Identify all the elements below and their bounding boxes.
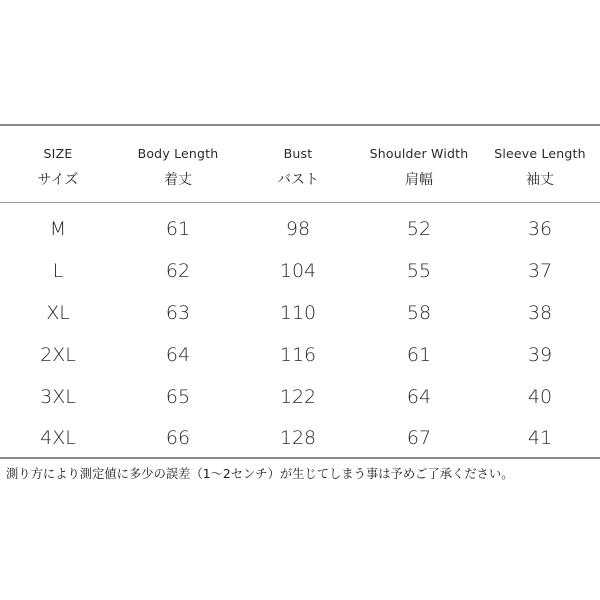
- body-length-cell: 63: [165, 302, 191, 324]
- shoulder-width-cell: 67: [406, 427, 432, 449]
- measurement-note: 測り方により測定値に多少の誤差（1〜2センチ）が生じてしまう事は予めご了承ください。: [6, 467, 514, 481]
- header-shoulder-width-en: Shoulder Width: [369, 146, 469, 161]
- body-length-cell: 64: [165, 344, 191, 366]
- size-cell: M: [49, 218, 67, 240]
- size-cell: XL: [46, 302, 70, 324]
- table-row: [0, 378, 600, 416]
- sleeve-length-cell: 41: [527, 427, 553, 449]
- bust-cell: 122: [279, 386, 317, 408]
- shoulder-width-cell: 64: [406, 386, 432, 408]
- table-row: [0, 252, 600, 290]
- bust-cell: 110: [279, 302, 317, 324]
- sleeve-length-cell: 37: [527, 260, 553, 282]
- top-rule: [0, 124, 600, 126]
- table-row: [0, 419, 600, 457]
- bust-cell: 98: [285, 218, 311, 240]
- table-row: [0, 336, 600, 374]
- sleeve-length-cell: 40: [527, 386, 553, 408]
- shoulder-width-cell: 61: [406, 344, 432, 366]
- bottom-rule: [0, 457, 600, 459]
- sleeve-length-cell: 36: [527, 218, 553, 240]
- body-length-cell: 65: [165, 386, 191, 408]
- header-shoulder-width-ja: 肩幅: [405, 172, 433, 188]
- header-size-en: SIZE: [43, 146, 73, 161]
- sleeve-length-cell: 38: [527, 302, 553, 324]
- shoulder-width-cell: 55: [406, 260, 432, 282]
- shoulder-width-cell: 52: [406, 218, 432, 240]
- size-cell: 4XL: [40, 427, 76, 449]
- table-row: [0, 210, 600, 248]
- body-length-cell: 62: [165, 260, 191, 282]
- sleeve-length-cell: 39: [527, 344, 553, 366]
- body-length-cell: 66: [165, 427, 191, 449]
- size-cell: 2XL: [40, 344, 76, 366]
- header-body-length-ja: 着丈: [164, 172, 192, 188]
- header-sleeve-length-ja: 袖丈: [526, 172, 554, 188]
- header-sleeve-length-en: Sleeve Length: [494, 146, 586, 161]
- body-length-cell: 61: [165, 218, 191, 240]
- header-bust-ja: バスト: [277, 172, 319, 188]
- header-size-ja: サイズ: [37, 172, 79, 188]
- shoulder-width-cell: 58: [406, 302, 432, 324]
- size-cell: L: [52, 260, 64, 282]
- bust-cell: 104: [279, 260, 317, 282]
- header-divider: [0, 202, 600, 203]
- bust-cell: 128: [279, 427, 317, 449]
- header-body-length-en: Body Length: [137, 146, 219, 161]
- size-cell: 3XL: [40, 386, 76, 408]
- bust-cell: 116: [279, 344, 317, 366]
- header-bust-en: Bust: [283, 146, 313, 161]
- table-row: [0, 294, 600, 332]
